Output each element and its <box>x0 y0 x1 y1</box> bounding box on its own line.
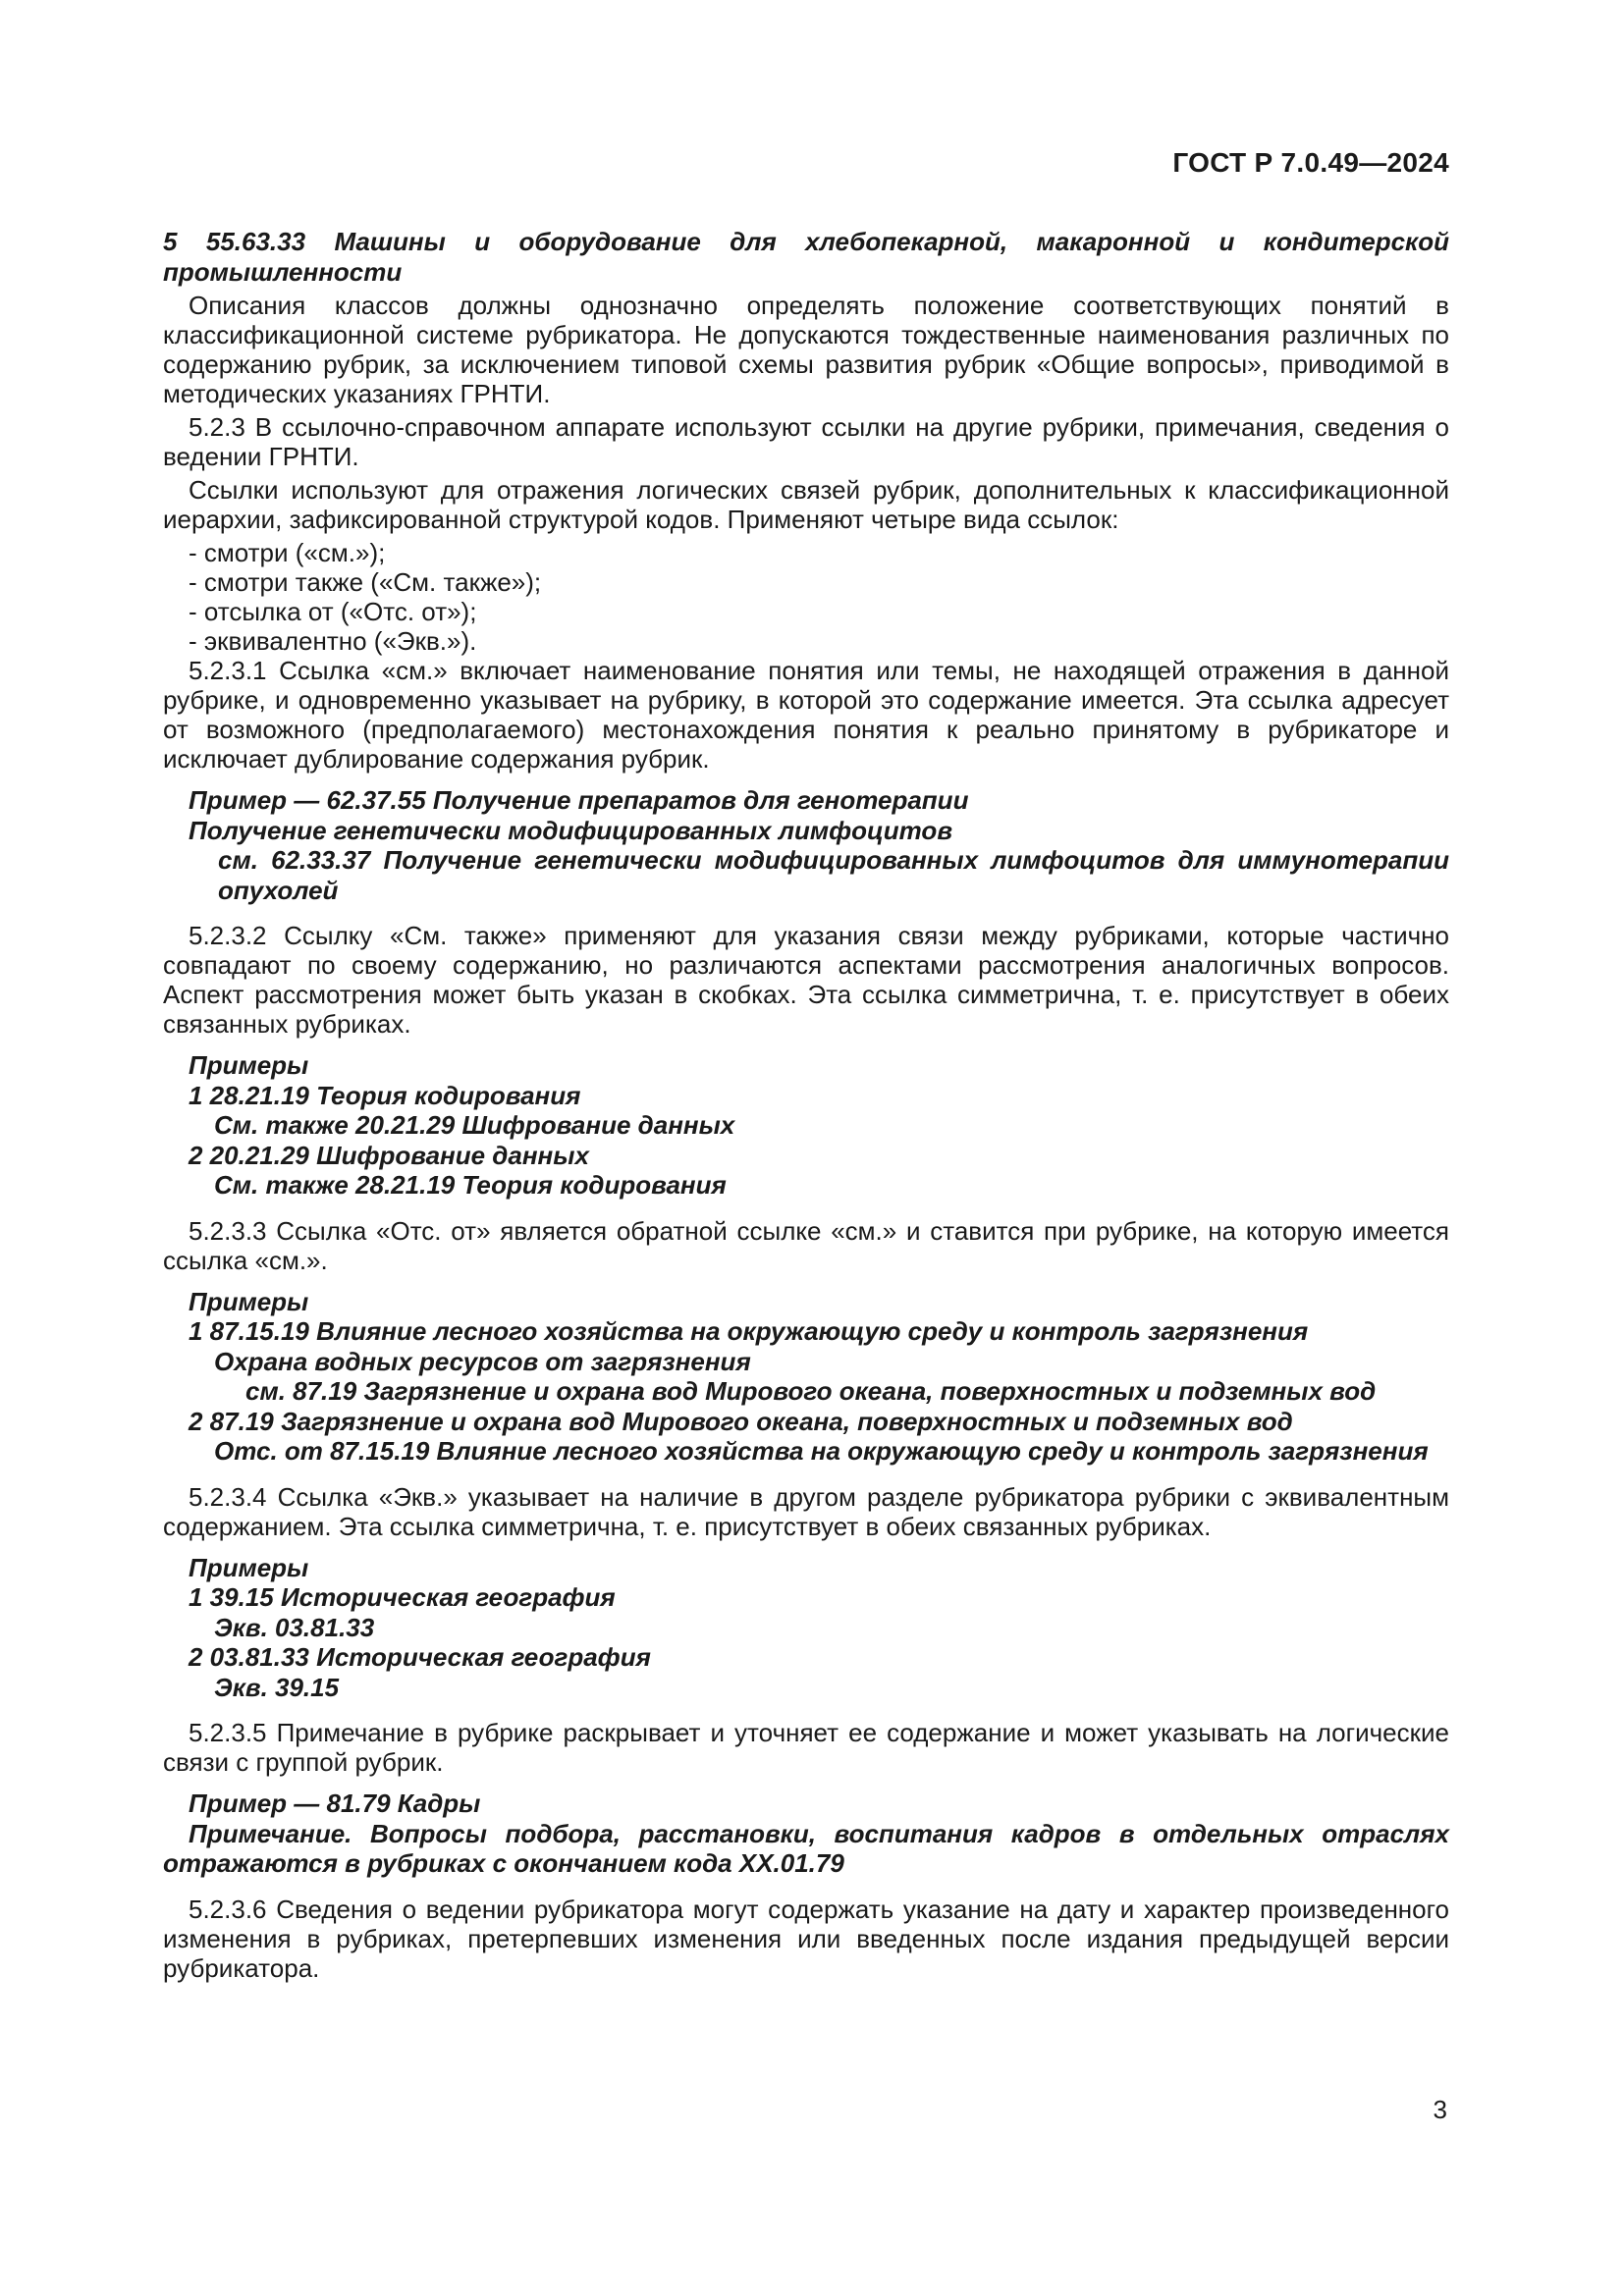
example-line: Экв. 03.81.33 <box>214 1612 375 1642</box>
paragraph: Описания классов должны однозначно определять положение соответствующих понятий в классификационной системе рубрикатора. Не допускаются тождественные наименования различных по содержанию рубрик, за исключением типовой схемы развития рубрик «Общие вопросы», приводимой в методических указаниях ГРНТИ. <box>163 291 1449 408</box>
page-number: 3 <box>1433 2095 1447 2124</box>
list-item: - смотри также («См. также»); <box>189 567 542 597</box>
example-line: Получение генетически модифицированных лимфоцитов <box>189 815 953 845</box>
example-note: Примечание. Вопросы подбора, расстановки, воспитания кадров в отдельных отраслях отражаются в рубриках с окончанием кода ХХ.01.79 <box>163 1818 1449 1878</box>
example-block <box>163 1553 1449 1703</box>
example-heading: Примеры <box>189 1050 309 1080</box>
example-line: Пример — 81.79 Кадры <box>189 1789 481 1818</box>
example-block <box>163 1287 1449 1467</box>
example-heading: Примеры <box>189 1552 309 1582</box>
paragraph: 5.2.3 В ссылочно-справочном аппарате используют ссылки на другие рубрики, примечания, сведения о ведении ГРНТИ. <box>163 412 1449 471</box>
paragraph: 5.2.3.4 Ссылка «Экв.» указывает на наличие в другом разделе рубрикатора рубрики с эквивалентным содержанием. Эта ссылка симметрична, т. е. присутствует в обеих связанных рубриках. <box>163 1481 1449 1541</box>
example-heading: Примеры <box>189 1286 309 1316</box>
example-block <box>163 1789 1449 1879</box>
reference-types-list <box>163 538 1449 656</box>
list-item: - эквивалентно («Экв.»). <box>189 626 477 656</box>
paragraph: 5.2.3.5 Примечание в рубрике раскрывает и уточняет ее содержание и может указывать на логические связи с группой рубрик. <box>163 1718 1449 1777</box>
example-line: 2 20.21.29 Шифрование данных <box>189 1140 589 1170</box>
example-line: 2 03.81.33 Историческая география <box>189 1642 651 1672</box>
example-block <box>163 785 1449 905</box>
list-item: - смотри («см.»); <box>189 538 386 567</box>
example-line: 1 28.21.19 Теория кодирования <box>189 1080 581 1110</box>
example-line: 1 39.15 Историческая география <box>189 1582 616 1612</box>
example-line: См. также 28.21.19 Теория кодирования <box>214 1170 727 1200</box>
paragraph: Ссылки используют для отражения логических связей рубрик, дополнительных к классификационной иерархии, зафиксированной структурой кодов. Применяют четыре вида ссылок: <box>163 475 1449 534</box>
example-line: 2 87.19 Загрязнение и охрана вод Мирового океана, поверхностных и подземных вод <box>189 1406 1293 1436</box>
example-line: Пример — 62.37.55 Получение препаратов для генотерапии <box>189 785 969 815</box>
paragraph: 5.2.3.3 Ссылка «Отс. от» является обратной ссылке «см.» и ставится при рубрике, на которую имеется ссылка «см.». <box>163 1215 1449 1275</box>
example-line: 1 87.15.19 Влияние лесного хозяйства на окружающую среду и контроль загрязнения <box>189 1316 1309 1346</box>
document-body <box>163 227 1449 1987</box>
example-line: см. 62.33.37 Получение генетически модифицированных лимфоцитов для иммунотерапии опухолей <box>218 845 1449 905</box>
example-line: Отс. от 87.15.19 Влияние лесного хозяйства на окружающую среду и контроль загрязнения <box>214 1436 1429 1466</box>
paragraph: 5.2.3.6 Сведения о ведении рубрикатора могут содержать указание на дату и характер произведенного изменения в рубриках, претерпевших изменения или введенных после издания предыдущей версии рубрикатора. <box>163 1894 1449 1983</box>
example-line: Охрана водных ресурсов от загрязнения <box>214 1346 751 1376</box>
paragraph: 5.2.3.2 Ссылку «См. также» применяют для указания связи между рубриками, которые частично совпадают по своему содержанию, но различаются аспектами рассмотрения аналогичных вопросов. Аспект рассмотрения может быть указан в скобках. Эта ссылка симметрична, т. е. присутствует в обеих связанных рубриках. <box>163 921 1449 1039</box>
document-id: ГОСТ Р 7.0.49—2024 <box>1172 147 1449 178</box>
example-block <box>163 1050 1449 1201</box>
paragraph: 5.2.3.1 Ссылка «см.» включает наименование понятия или темы, не находящей отражения в данной рубрике, и одновременно указывает на рубрику, в которой это содержание имеется. Эта ссылка адресует от возможного (предполагаемого) местонахождения понятия к реально принятому в рубрикаторе и исключает дублирование содержания рубрик. <box>163 656 1449 774</box>
example-line: Экв. 39.15 <box>214 1672 340 1702</box>
example-line: 5 55.63.33 Машины и оборудование для хлебопекарной, макаронной и кондитерской промышленности <box>163 227 1449 287</box>
list-item: - отсылка от («Отс. от»); <box>189 597 477 626</box>
example-line: См. также 20.21.29 Шифрование данных <box>214 1110 735 1140</box>
example-line: см. 87.19 Загрязнение и охрана вод Мирового океана, поверхностных и подземных вод <box>245 1376 1377 1406</box>
